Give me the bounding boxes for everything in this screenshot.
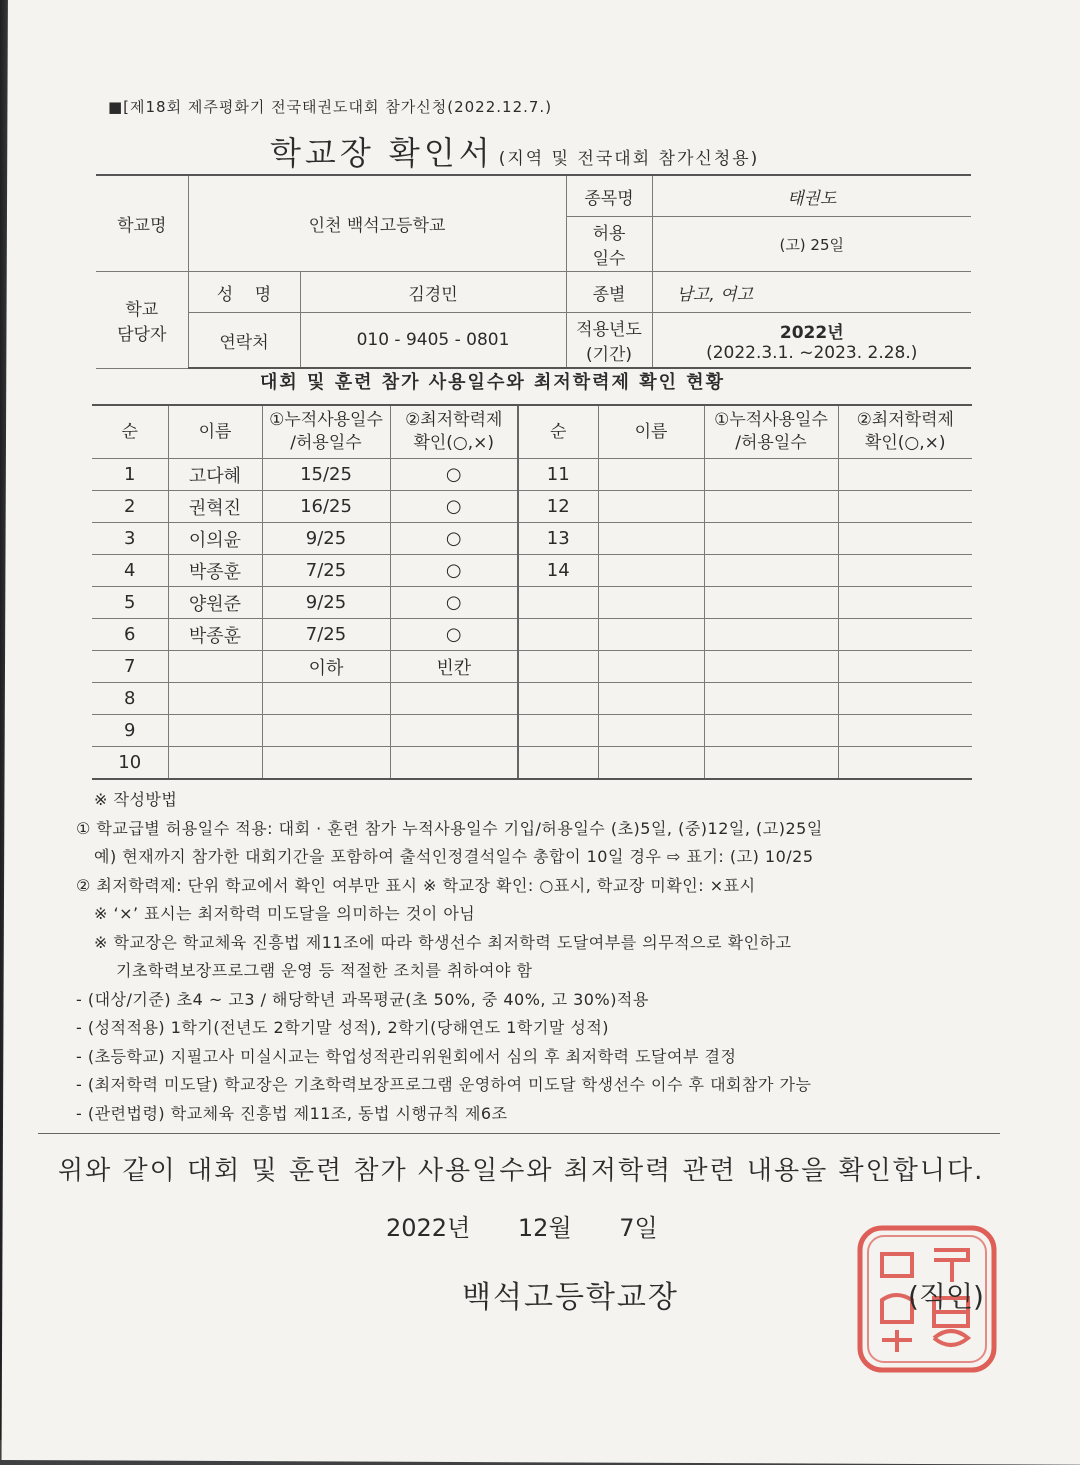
header-name-left: 이름: [168, 405, 262, 459]
row-check: ○: [390, 587, 518, 619]
school-name-value: 인천 백석고등학교: [188, 175, 566, 272]
row-num-right: [518, 715, 598, 747]
row-num-right: [518, 651, 598, 683]
note-line: - (관련법령) 학교체육 진흥법 제11조, 동법 시행규칙 제6조: [76, 1103, 508, 1123]
contact-label: 연락처: [188, 313, 300, 369]
document-subtitle: (지역 및 전국대회 참가신청용): [498, 149, 760, 169]
row-days-right: [704, 747, 838, 780]
note-line: - (최저학력 미도달) 학교장은 기초학력보장프로그램 운영하여 미도달 학생선수 이수 후 대회참가 가능: [76, 1075, 812, 1094]
year-cell: [652, 313, 971, 369]
row-name-right: [598, 619, 704, 651]
row-days-right: [704, 683, 838, 715]
document-header: ■[제18회 제주평화기 전국태권도대회 참가신청(2022.12.7.): [108, 98, 553, 116]
row-days: [262, 747, 390, 780]
row-check: [390, 747, 518, 780]
row-name-right: [598, 747, 704, 780]
row-name-right: [598, 459, 704, 491]
header-days-right: ①누적사용일수 /허용일수: [704, 405, 838, 459]
note-line: ※ ‘×’ 표시는 최저학력 미도달을 의미하는 것이 아님: [94, 904, 476, 923]
principal-title: 백석고등학교장: [462, 1280, 679, 1315]
row-name: 박종훈: [168, 555, 262, 587]
row-days: 15/25: [262, 459, 390, 491]
row-name: 박종훈: [168, 619, 262, 651]
row-check-right: [838, 555, 972, 587]
row-days: 9/25: [262, 587, 390, 619]
row-num-right: [518, 587, 598, 619]
row-days-right: [704, 523, 838, 555]
row-name: [168, 715, 262, 747]
row-num: 5: [92, 587, 168, 619]
row-name-right: [598, 651, 704, 683]
note-line: - (대상/기준) 초4 ~ 고3 / 해당학년 과목평균(초 50%, 중 40%, 고 30%)적용: [76, 989, 649, 1009]
header-num-right: 순: [518, 405, 598, 459]
document-title: 학교장 확인서: [270, 134, 494, 172]
note-heading: ※ 작성방법: [94, 790, 178, 809]
row-days-right: [704, 651, 838, 683]
row-check-right: [838, 523, 972, 555]
date-month: 12월: [517, 1214, 572, 1242]
row-days: 7/25: [262, 555, 390, 587]
row-check: ○: [390, 619, 518, 651]
row-num: 8: [92, 683, 168, 715]
row-name-right: [598, 683, 704, 715]
row-name-right: [598, 715, 704, 747]
title-block: [270, 128, 759, 174]
row-name: 양원준: [168, 587, 262, 619]
school-name-label: 학교명: [96, 175, 188, 272]
row-num: 10: [92, 747, 168, 780]
date-year: 2022년: [386, 1214, 471, 1242]
table-row: [92, 491, 972, 523]
issue-date: [386, 1208, 698, 1243]
seal-label: (직인): [908, 1280, 984, 1313]
row-num: 3: [92, 523, 168, 555]
header-num-left: 순: [92, 405, 168, 459]
row-check-right: [838, 683, 972, 715]
allowed-days-value: (고) 25일: [652, 217, 971, 272]
writing-instructions: [76, 786, 996, 1128]
row-name-right: [598, 587, 704, 619]
allowed-days-label: 허용 일수: [566, 217, 652, 272]
table-row: [92, 619, 972, 651]
manager-label: 학교 담당자: [96, 272, 188, 369]
row-name: [168, 651, 262, 683]
year-label: 적용년도 (기간): [566, 313, 652, 369]
table-row: [92, 683, 972, 715]
table-row: [92, 523, 972, 555]
note-line: ※ 학교장은 학교체육 진흥법 제11조에 따라 학생선수 최저학력 도달여부를 의무적으로 확인하고: [94, 932, 792, 952]
note-line: - (초등학교) 지필고사 미실시교는 학업성적관리위원회에서 심의 후 최저학력 도달여부 결정: [76, 1046, 737, 1066]
row-num-right: 14: [518, 555, 598, 587]
row-num: 2: [92, 491, 168, 523]
confirmation-statement: 위와 같이 대회 및 훈련 참가 사용일수와 최저학력 관련 내용을 확인합니다.: [58, 1156, 985, 1186]
row-num-right: 12: [518, 491, 598, 523]
table-row: [92, 747, 972, 780]
row-days: 16/25: [262, 491, 390, 523]
row-days-right: [704, 555, 838, 587]
header-check-right: ②최저학력제 확인(○,×): [838, 405, 972, 459]
row-days-right: [704, 619, 838, 651]
row-name-right: [598, 555, 704, 587]
row-num: 9: [92, 715, 168, 747]
row-num-right: 13: [518, 523, 598, 555]
row-check-right: [838, 459, 972, 491]
table-row: [92, 587, 972, 619]
row-num-right: [518, 683, 598, 715]
row-check-right: [838, 491, 972, 523]
header-check-left: ②최저학력제 확인(○,×): [390, 405, 518, 459]
row-days: 9/25: [262, 523, 390, 555]
row-days: 7/25: [262, 619, 390, 651]
row-name: 이의윤: [168, 523, 262, 555]
row-name: [168, 683, 262, 715]
row-num-right: [518, 619, 598, 651]
date-day: 7일: [619, 1214, 658, 1242]
table-row: [92, 715, 972, 747]
row-name: [168, 747, 262, 780]
contact-value: 010 - 9405 - 0801: [300, 313, 566, 369]
row-days-right: [704, 715, 838, 747]
note-line: ② 최저학력제: 단위 학교에서 확인 여부만 표시 ※ 학교장 확인: ○표시, 학교장 미확인: ×표시: [76, 875, 756, 895]
row-check: 빈칸: [390, 651, 518, 683]
row-num: 6: [92, 619, 168, 651]
row-name: 고다혜: [168, 459, 262, 491]
note-line: 예) 현재까지 참가한 대회기간을 포함하여 출석인정결석일수 총합이 10일 경우 ⇨ 표기: (고) 10/25: [94, 847, 814, 866]
row-num-right: [518, 747, 598, 780]
row-num: 4: [92, 555, 168, 587]
athlete-status-table: [92, 404, 972, 780]
year-value: 2022년: [779, 322, 844, 343]
note-line: ① 학교급별 허용일수 적용: 대회 · 훈련 참가 누적사용일수 기입/허용일수 (초)5일, (중)12일, (고)25일: [76, 818, 823, 838]
row-check: [390, 715, 518, 747]
row-check-right: [838, 715, 972, 747]
row-name-right: [598, 491, 704, 523]
row-name-right: [598, 523, 704, 555]
note-line: 기초학력보장프로그램 운영 등 적절한 조치를 취하여야 함: [116, 961, 533, 980]
row-num: 1: [92, 459, 168, 491]
gender-value: 남고, 여고: [652, 272, 971, 313]
row-check-right: [838, 747, 972, 780]
row-check: [390, 683, 518, 715]
row-check: ○: [390, 491, 518, 523]
header-name-right: 이름: [598, 405, 704, 459]
row-check: ○: [390, 555, 518, 587]
divider: [38, 1133, 1000, 1134]
manager-name-value: 김경민: [300, 272, 566, 313]
row-days-right: [704, 491, 838, 523]
school-info-table: [96, 174, 971, 369]
event-value: 태권도: [652, 175, 971, 217]
row-name: 권혁진: [168, 491, 262, 523]
row-check: ○: [390, 523, 518, 555]
row-num: 7: [92, 651, 168, 683]
row-days: [262, 683, 390, 715]
status-section-title: 대회 및 훈련 참가 사용일수와 최저학력제 확인 현황: [260, 372, 726, 393]
manager-name-label: 성 명: [188, 272, 300, 313]
row-days-right: [704, 587, 838, 619]
header-days-left: ①누적사용일수 /허용일수: [262, 405, 390, 459]
row-days: [262, 715, 390, 747]
table-row: [92, 555, 972, 587]
row-check-right: [838, 619, 972, 651]
row-num-right: 11: [518, 459, 598, 491]
row-days: 이하: [262, 651, 390, 683]
event-label: 종목명: [566, 175, 652, 217]
row-check-right: [838, 587, 972, 619]
table-row: [92, 459, 972, 491]
period-value: (2022.3.1. ~2023. 2.28.): [706, 342, 918, 363]
note-line: - (성적적용) 1학기(전년도 2학기말 성적), 2학기(당해연도 1학기말 성적): [76, 1018, 610, 1037]
gender-label: 종별: [566, 272, 652, 313]
row-check: ○: [390, 459, 518, 491]
row-days-right: [704, 459, 838, 491]
row-check-right: [838, 651, 972, 683]
table-row: [92, 651, 972, 683]
